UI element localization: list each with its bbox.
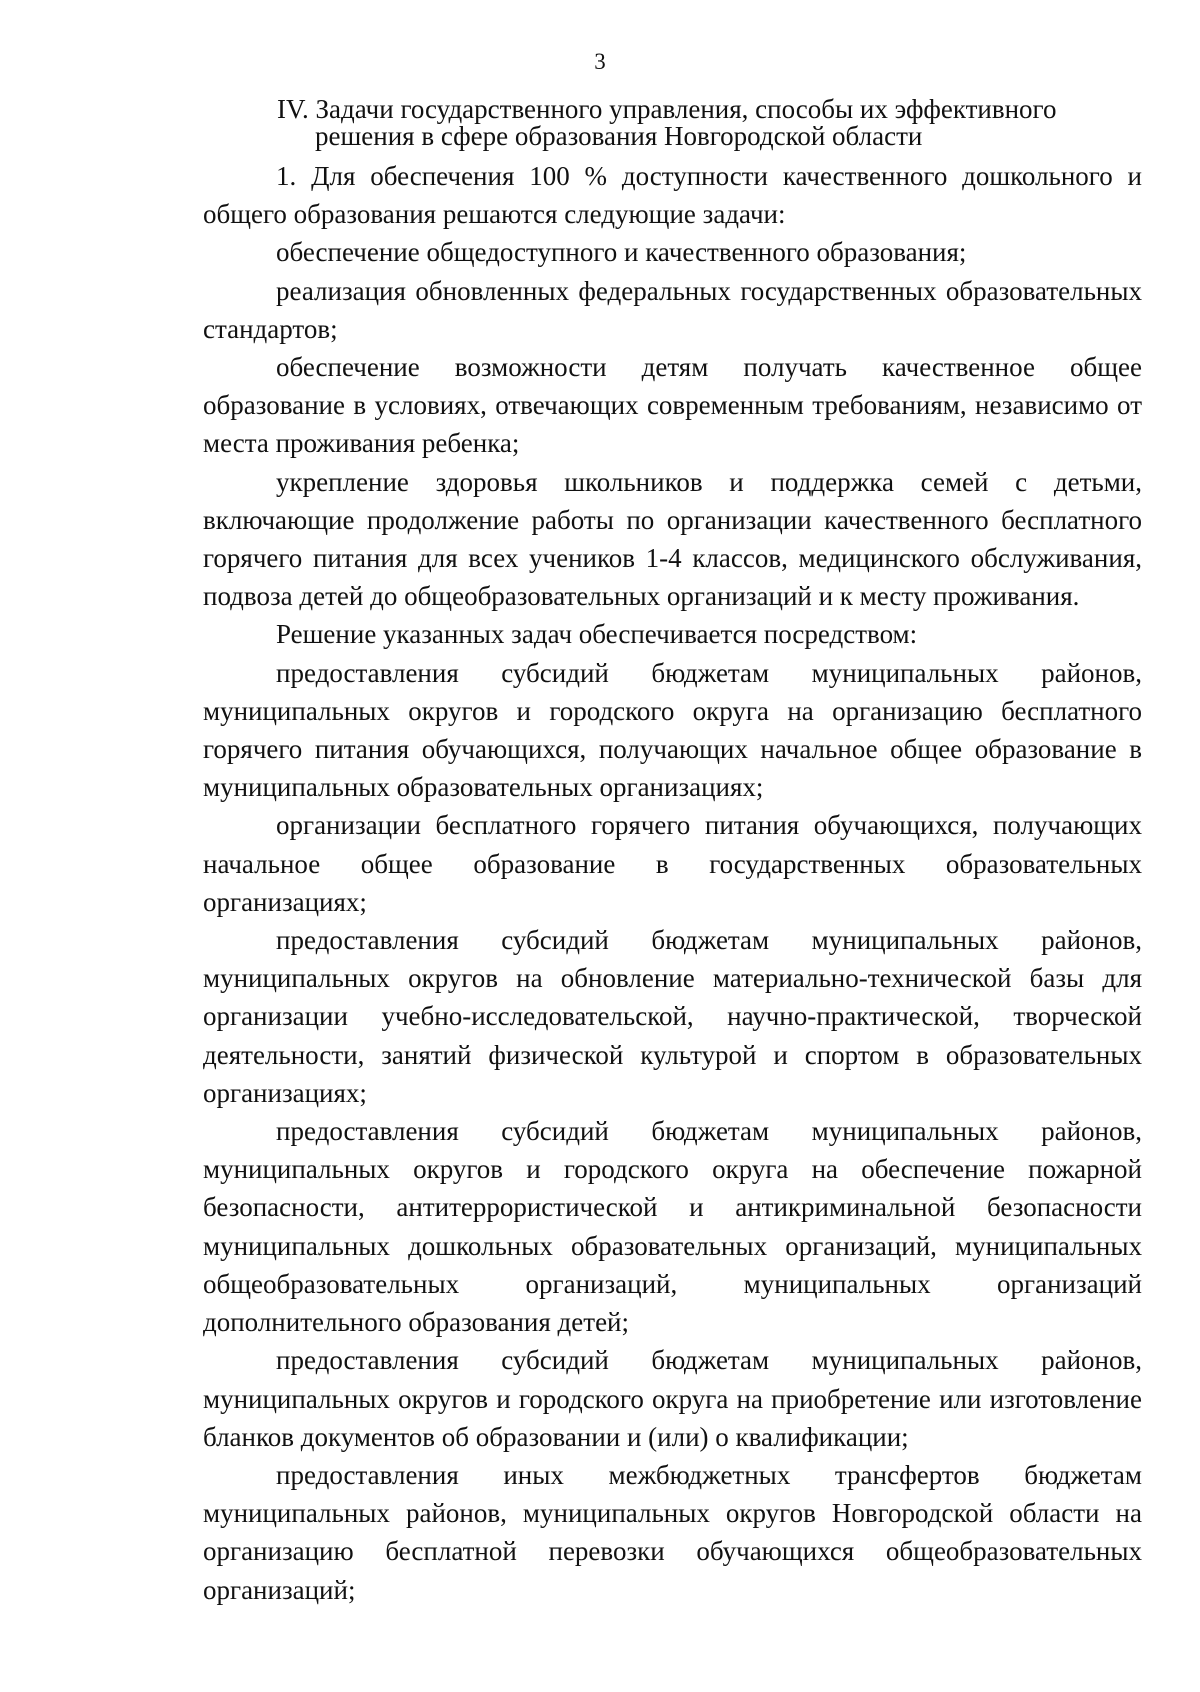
paragraph-means-meals-subsidy: предоставления субсидий бюджетам муниципальных районов, муниципальных округов и городского округа на организацию бесплатного горячего питания обучающихся, получающих начальное общее образование в муниципальных образовательных организациях;: [203, 657, 1142, 803]
paragraph-task-equal-opportunity: обеспечение возможности детям получать качественное общее образование в условиях, отвечающих современным требованиям, независимо от места проживания ребенка;: [203, 352, 1142, 459]
section-heading-line-2: решения в сфере образования Новгородской области: [315, 121, 923, 151]
paragraph-means-intro: Решение указанных задач обеспечивается посредством:: [276, 619, 918, 650]
paragraph-means-transport: предоставления иных межбюджетных трансфертов бюджетам муниципальных районов, муниципальных округов Новгородской области на организацию бесплатной перевозки обучающихся общеобразовательных организаций;: [203, 1459, 1142, 1605]
section-heading-line-1: IV. Задачи государственного управления, способы их эффективного: [277, 94, 1057, 124]
document-body: [203, 157, 1142, 1609]
paragraph-task-general-access: обеспечение общедоступного и качественного образования;: [276, 237, 967, 268]
paragraph-task-health: укрепление здоровья школьников и поддержка семей с детьми, включающие продолжение работы по организации качественного бесплатного горячего питания для всех учеников 1-4 классов, медицинского обслуживания, подвоза детей до общеобразовательных организаций и к месту проживания.: [203, 466, 1142, 612]
paragraph-means-safety: предоставления субсидий бюджетам муниципальных районов, муниципальных округов и городского округа на обеспечение пожарной безопасности, антитеррористической и антикриминальной безопасности муниципальных дошкольных образовательных организаций, муниципальных общеобразовательных организаций, муниципальных организаций дополнительного образования детей;: [203, 1116, 1142, 1338]
paragraph-tasks-intro: 1. Для обеспечения 100 % доступности качественного дошкольного и общего образования решаются следующие задачи:: [203, 161, 1142, 230]
paragraph-means-material-base: предоставления субсидий бюджетам муниципальных районов, муниципальных округов на обновление материально-технической базы для организации учебно-исследовательской, научно-практической, творческой деятельности, занятий физической культурой и спортом в образовательных организациях;: [203, 925, 1142, 1108]
page-number: 3: [594, 49, 606, 74]
paragraph-means-meals-state: организации бесплатного горячего питания обучающихся, получающих начальное общее образование в государственных образовательных организациях;: [203, 810, 1142, 917]
section-heading: [277, 96, 1137, 150]
paragraph-means-diploma-forms: предоставления субсидий бюджетам муниципальных районов, муниципальных округов и городского округа на приобретение или изготовление бланков документов об образовании и (или) о квалификации;: [203, 1345, 1142, 1452]
paragraph-task-fgos: реализация обновленных федеральных государственных образовательных стандартов;: [203, 275, 1142, 344]
